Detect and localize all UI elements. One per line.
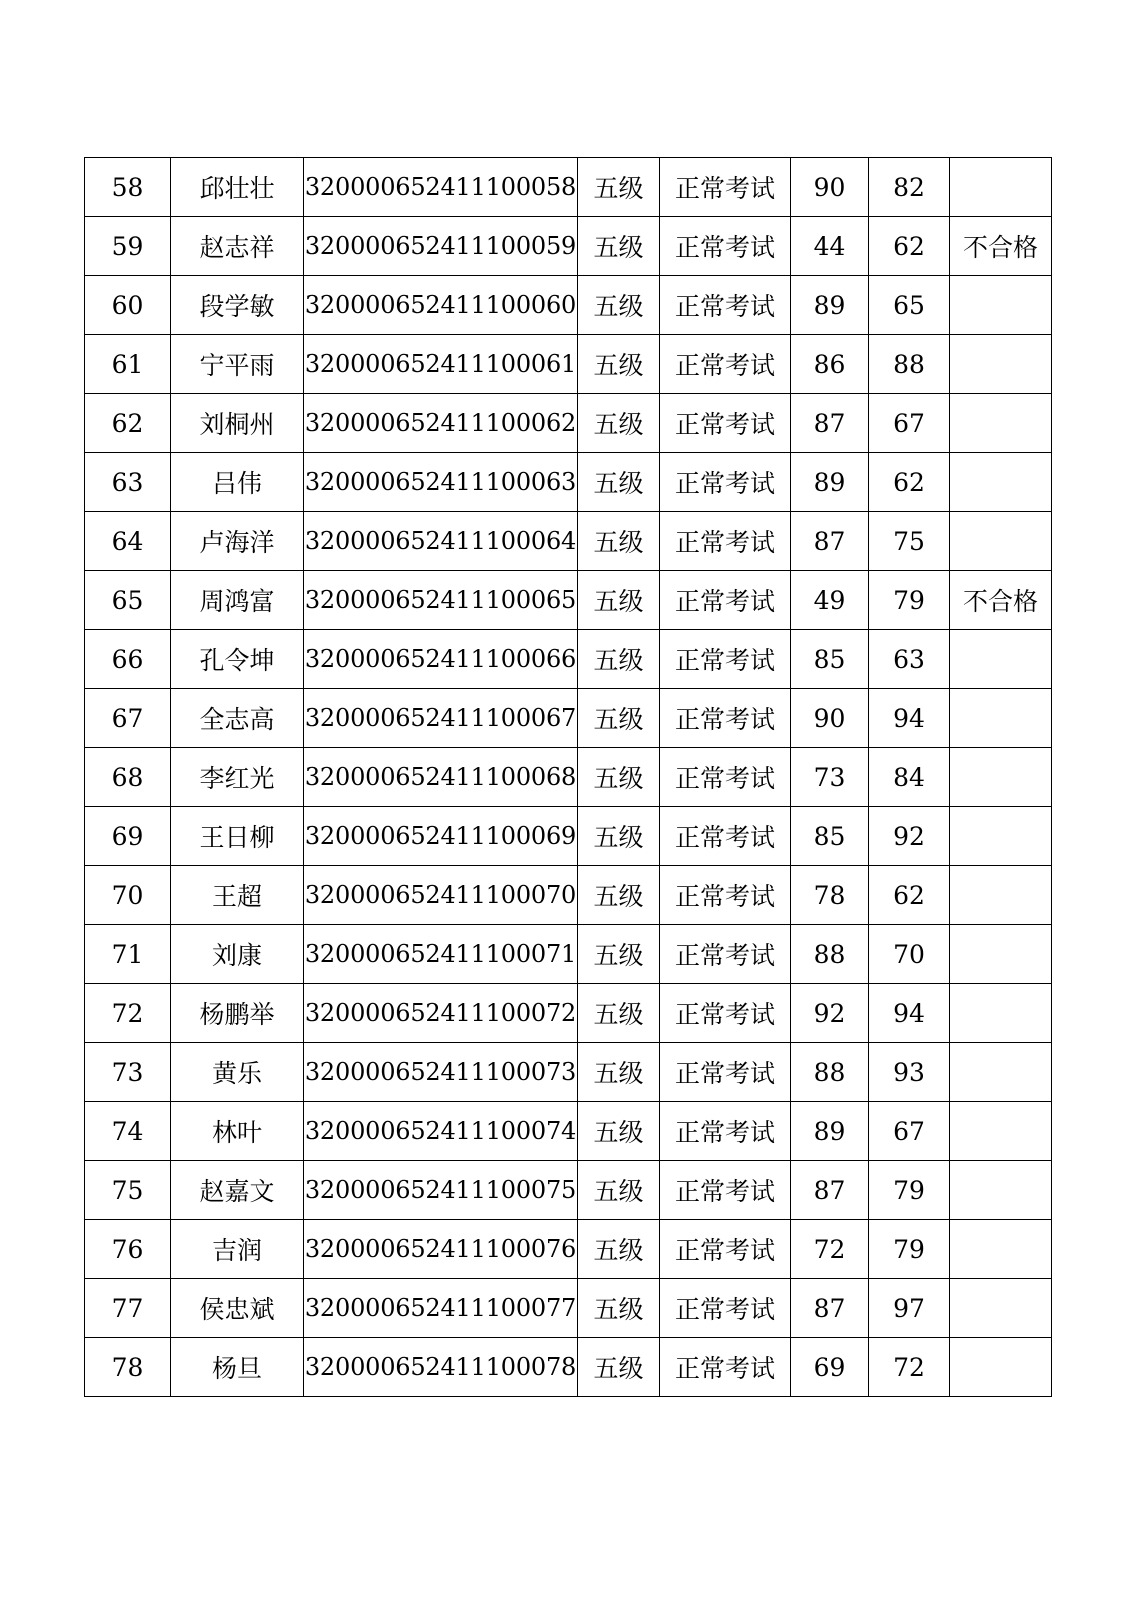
cell-remark [950, 925, 1052, 984]
table-row [85, 1338, 1052, 1397]
cell-number: 67 [85, 689, 171, 748]
cell-id: 320000652411100078 [304, 1338, 578, 1397]
cell-level: 五级 [578, 984, 660, 1043]
cell-score-1: 87 [791, 1161, 869, 1220]
cell-score-2: 75 [869, 512, 950, 571]
cell-score-1: 87 [791, 1279, 869, 1338]
cell-number: 70 [85, 866, 171, 925]
cell-level: 五级 [578, 1220, 660, 1279]
cell-score-2: 94 [869, 689, 950, 748]
cell-exam-type: 正常考试 [660, 630, 791, 689]
table-row [85, 1220, 1052, 1279]
cell-remark [950, 1279, 1052, 1338]
cell-id: 320000652411100060 [304, 276, 578, 335]
cell-remark [950, 453, 1052, 512]
cell-remark [950, 1161, 1052, 1220]
cell-id: 320000652411100072 [304, 984, 578, 1043]
cell-remark [950, 1102, 1052, 1161]
cell-number: 76 [85, 1220, 171, 1279]
cell-id: 320000652411100063 [304, 453, 578, 512]
table-row [85, 158, 1052, 217]
table-row [85, 453, 1052, 512]
cell-remark [950, 276, 1052, 335]
cell-score-2: 97 [869, 1279, 950, 1338]
cell-number: 77 [85, 1279, 171, 1338]
cell-level: 五级 [578, 453, 660, 512]
cell-score-1: 73 [791, 748, 869, 807]
cell-score-1: 44 [791, 217, 869, 276]
cell-remark [950, 394, 1052, 453]
cell-remark: 不合格 [950, 571, 1052, 630]
table-row [85, 807, 1052, 866]
cell-exam-type: 正常考试 [660, 1279, 791, 1338]
cell-score-2: 65 [869, 276, 950, 335]
cell-exam-type: 正常考试 [660, 217, 791, 276]
cell-id: 320000652411100066 [304, 630, 578, 689]
exam-results-table [84, 157, 1052, 1397]
cell-score-2: 67 [869, 394, 950, 453]
cell-level: 五级 [578, 1338, 660, 1397]
cell-name: 赵志祥 [171, 217, 304, 276]
table-row [85, 394, 1052, 453]
cell-level: 五级 [578, 158, 660, 217]
cell-level: 五级 [578, 689, 660, 748]
cell-name: 杨旦 [171, 1338, 304, 1397]
cell-id: 320000652411100075 [304, 1161, 578, 1220]
table-row [85, 276, 1052, 335]
cell-score-2: 70 [869, 925, 950, 984]
cell-level: 五级 [578, 748, 660, 807]
cell-name: 李红光 [171, 748, 304, 807]
cell-number: 75 [85, 1161, 171, 1220]
cell-name: 周鸿富 [171, 571, 304, 630]
cell-number: 78 [85, 1338, 171, 1397]
cell-id: 320000652411100061 [304, 335, 578, 394]
cell-score-2: 94 [869, 984, 950, 1043]
cell-remark [950, 689, 1052, 748]
table-row [85, 984, 1052, 1043]
table-row [85, 866, 1052, 925]
cell-id: 320000652411100069 [304, 807, 578, 866]
cell-score-1: 90 [791, 158, 869, 217]
cell-exam-type: 正常考试 [660, 807, 791, 866]
cell-id: 320000652411100077 [304, 1279, 578, 1338]
cell-remark [950, 158, 1052, 217]
cell-exam-type: 正常考试 [660, 335, 791, 394]
cell-exam-type: 正常考试 [660, 689, 791, 748]
cell-exam-type: 正常考试 [660, 748, 791, 807]
cell-id: 320000652411100064 [304, 512, 578, 571]
table-row [85, 1043, 1052, 1102]
cell-exam-type: 正常考试 [660, 1161, 791, 1220]
table-row [85, 748, 1052, 807]
cell-score-2: 72 [869, 1338, 950, 1397]
cell-name: 吉润 [171, 1220, 304, 1279]
cell-name: 孔令坤 [171, 630, 304, 689]
cell-level: 五级 [578, 866, 660, 925]
cell-name: 段学敏 [171, 276, 304, 335]
table-row [85, 1161, 1052, 1220]
table-row [85, 1102, 1052, 1161]
cell-number: 73 [85, 1043, 171, 1102]
cell-exam-type: 正常考试 [660, 1220, 791, 1279]
cell-level: 五级 [578, 571, 660, 630]
cell-remark [950, 1043, 1052, 1102]
cell-exam-type: 正常考试 [660, 158, 791, 217]
cell-exam-type: 正常考试 [660, 394, 791, 453]
cell-exam-type: 正常考试 [660, 1338, 791, 1397]
cell-score-1: 86 [791, 335, 869, 394]
cell-id: 320000652411100076 [304, 1220, 578, 1279]
cell-number: 71 [85, 925, 171, 984]
cell-name: 刘康 [171, 925, 304, 984]
cell-score-1: 49 [791, 571, 869, 630]
cell-exam-type: 正常考试 [660, 925, 791, 984]
cell-score-1: 78 [791, 866, 869, 925]
cell-number: 65 [85, 571, 171, 630]
table-row [85, 571, 1052, 630]
cell-score-2: 93 [869, 1043, 950, 1102]
cell-level: 五级 [578, 217, 660, 276]
cell-score-2: 88 [869, 335, 950, 394]
cell-name: 杨鹏举 [171, 984, 304, 1043]
cell-score-1: 87 [791, 394, 869, 453]
cell-name: 邱壮壮 [171, 158, 304, 217]
cell-remark [950, 1338, 1052, 1397]
cell-level: 五级 [578, 1279, 660, 1338]
cell-remark: 不合格 [950, 217, 1052, 276]
cell-score-2: 67 [869, 1102, 950, 1161]
cell-name: 王超 [171, 866, 304, 925]
cell-score-2: 62 [869, 453, 950, 512]
cell-name: 赵嘉文 [171, 1161, 304, 1220]
cell-id: 320000652411100070 [304, 866, 578, 925]
cell-id: 320000652411100067 [304, 689, 578, 748]
cell-number: 68 [85, 748, 171, 807]
cell-number: 63 [85, 453, 171, 512]
cell-name: 卢海洋 [171, 512, 304, 571]
cell-level: 五级 [578, 335, 660, 394]
cell-score-2: 82 [869, 158, 950, 217]
cell-score-1: 85 [791, 630, 869, 689]
cell-number: 62 [85, 394, 171, 453]
cell-id: 320000652411100065 [304, 571, 578, 630]
cell-name: 黄乐 [171, 1043, 304, 1102]
cell-level: 五级 [578, 276, 660, 335]
cell-level: 五级 [578, 394, 660, 453]
cell-remark [950, 630, 1052, 689]
cell-exam-type: 正常考试 [660, 984, 791, 1043]
cell-score-1: 88 [791, 1043, 869, 1102]
table-row [85, 630, 1052, 689]
table-row [85, 689, 1052, 748]
cell-id: 320000652411100062 [304, 394, 578, 453]
cell-exam-type: 正常考试 [660, 276, 791, 335]
cell-score-2: 79 [869, 1161, 950, 1220]
cell-number: 69 [85, 807, 171, 866]
cell-score-1: 88 [791, 925, 869, 984]
cell-name: 侯忠斌 [171, 1279, 304, 1338]
cell-score-1: 85 [791, 807, 869, 866]
cell-name: 王日柳 [171, 807, 304, 866]
cell-level: 五级 [578, 1043, 660, 1102]
cell-score-1: 90 [791, 689, 869, 748]
cell-level: 五级 [578, 512, 660, 571]
cell-level: 五级 [578, 1161, 660, 1220]
cell-number: 61 [85, 335, 171, 394]
cell-number: 58 [85, 158, 171, 217]
cell-remark [950, 1220, 1052, 1279]
cell-score-1: 87 [791, 512, 869, 571]
cell-name: 刘桐州 [171, 394, 304, 453]
cell-score-2: 79 [869, 1220, 950, 1279]
cell-name: 宁平雨 [171, 335, 304, 394]
cell-remark [950, 335, 1052, 394]
cell-number: 59 [85, 217, 171, 276]
cell-score-2: 79 [869, 571, 950, 630]
table-row [85, 335, 1052, 394]
cell-score-2: 63 [869, 630, 950, 689]
cell-name: 全志高 [171, 689, 304, 748]
cell-id: 320000652411100074 [304, 1102, 578, 1161]
cell-exam-type: 正常考试 [660, 866, 791, 925]
cell-number: 72 [85, 984, 171, 1043]
cell-score-1: 92 [791, 984, 869, 1043]
cell-score-2: 84 [869, 748, 950, 807]
table-row [85, 217, 1052, 276]
cell-name: 林叶 [171, 1102, 304, 1161]
cell-number: 66 [85, 630, 171, 689]
cell-id: 320000652411100068 [304, 748, 578, 807]
cell-level: 五级 [578, 630, 660, 689]
cell-score-2: 92 [869, 807, 950, 866]
cell-number: 60 [85, 276, 171, 335]
cell-exam-type: 正常考试 [660, 512, 791, 571]
cell-level: 五级 [578, 807, 660, 866]
cell-id: 320000652411100059 [304, 217, 578, 276]
cell-id: 320000652411100058 [304, 158, 578, 217]
cell-score-2: 62 [869, 217, 950, 276]
cell-exam-type: 正常考试 [660, 453, 791, 512]
table-row [85, 512, 1052, 571]
exam-results-body [85, 158, 1052, 1397]
cell-score-1: 89 [791, 276, 869, 335]
cell-remark [950, 866, 1052, 925]
table-row [85, 925, 1052, 984]
cell-id: 320000652411100073 [304, 1043, 578, 1102]
table-row [85, 1279, 1052, 1338]
cell-score-1: 72 [791, 1220, 869, 1279]
cell-exam-type: 正常考试 [660, 1102, 791, 1161]
cell-remark [950, 748, 1052, 807]
cell-number: 64 [85, 512, 171, 571]
cell-id: 320000652411100071 [304, 925, 578, 984]
cell-remark [950, 807, 1052, 866]
cell-exam-type: 正常考试 [660, 1043, 791, 1102]
cell-name: 吕伟 [171, 453, 304, 512]
cell-remark [950, 512, 1052, 571]
cell-score-1: 89 [791, 1102, 869, 1161]
cell-remark [950, 984, 1052, 1043]
cell-number: 74 [85, 1102, 171, 1161]
cell-score-1: 69 [791, 1338, 869, 1397]
cell-score-1: 89 [791, 453, 869, 512]
cell-level: 五级 [578, 1102, 660, 1161]
cell-exam-type: 正常考试 [660, 571, 791, 630]
cell-score-2: 62 [869, 866, 950, 925]
cell-level: 五级 [578, 925, 660, 984]
